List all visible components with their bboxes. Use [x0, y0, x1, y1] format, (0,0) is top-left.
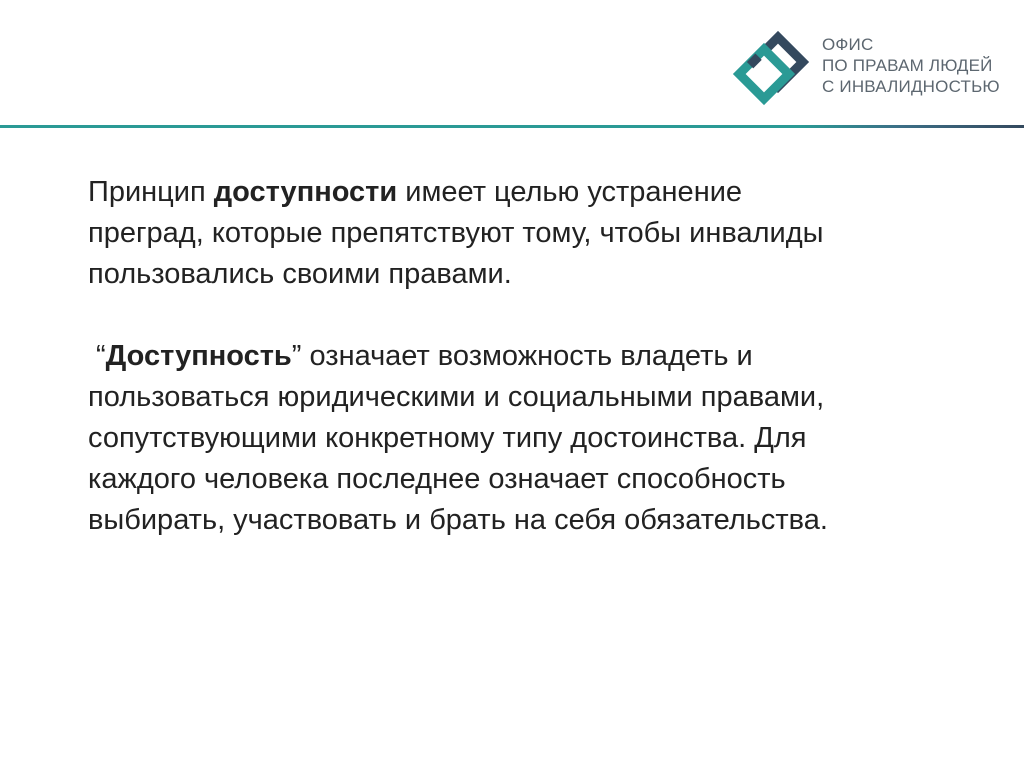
slide-body — [88, 172, 988, 541]
organization-name-line-2: ПО ПРАВАМ ЛЮДЕЙ — [822, 56, 993, 75]
text-line: сопутствующими конкретному типу достоинства. Для — [88, 422, 807, 454]
open-quote: “ — [96, 340, 106, 372]
text-line: пользовались своими правами. — [88, 258, 512, 290]
text-run: означает возможность владеть и — [301, 340, 753, 372]
text-line: выбирать, участвовать и брать на себя обязательства. — [88, 504, 828, 536]
text-line: пользоваться юридическими и социальными правами, — [88, 381, 825, 413]
text-line: каждого человека последнее означает способность — [88, 463, 786, 495]
header-divider — [0, 125, 1024, 128]
accessibility-definition-paragraph — [88, 336, 988, 541]
organization-name — [822, 34, 1000, 97]
emphasis-term: Доступность — [105, 340, 292, 372]
text-run: Принцип — [88, 176, 214, 208]
organization-name-line-3: С ИНВАЛИДНОСТЬЮ — [822, 77, 1000, 96]
accessibility-principle-paragraph — [88, 172, 988, 295]
office-logo-icon — [730, 28, 814, 106]
organization-name-line-1: ОФИС — [822, 35, 874, 54]
close-quote: ” — [291, 340, 302, 372]
text-line: преград, которые препятствуют тому, чтобы инвалиды — [88, 217, 824, 249]
text-run: имеет целью устранение — [397, 176, 743, 208]
emphasis-term: доступности — [213, 176, 398, 208]
